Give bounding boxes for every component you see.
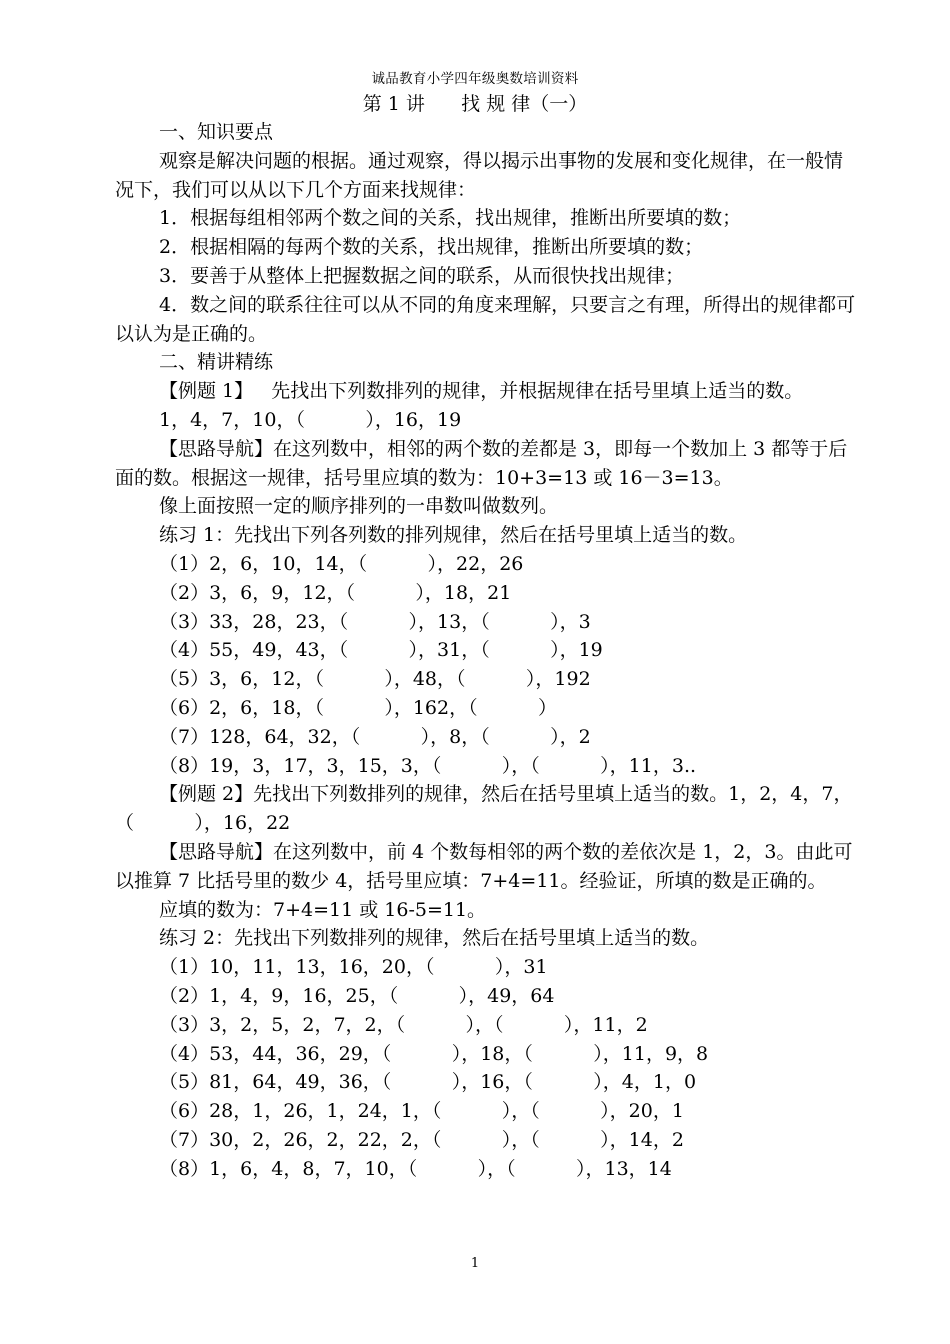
practice-1-item: （7）128，64，32，（ ），8，（ ），2 — [159, 725, 591, 748]
practice-2-item: （5）81，64，49，36，（ ），16，（ ），4，1，0 — [159, 1071, 697, 1094]
practice-2-item: （6）28，1，26，1，24，1，（ ），（ ），20，1 — [159, 1100, 684, 1123]
page-header: 诚品教育小学四年级奥数培训资料 — [371, 71, 579, 87]
lesson-title: 第 1 讲 找 规 律（一） — [362, 93, 588, 115]
point-3: 3．要善于从整体上把握数据之间的联系，从而很快找出规律； — [159, 264, 685, 287]
point-1: 1．根据每组相邻两个数之间的关系，找出规律，推断出所要填的数； — [159, 207, 742, 230]
example-2-question: 【例题 2】先找出下列数排列的规律，然后在括号里填上适当的数。1，2，4，7，（ ），16，22 — [115, 783, 853, 835]
practice-1-item: （5）3，6，12，（ ），48，（ ），192 — [159, 668, 591, 691]
practice-1-item: （8）19，3，17，3，15，3，（ ），（ ），11，3.. — [159, 754, 697, 777]
practice-1-item: （3）33，28，23，（ ），13，（ ），3 — [159, 610, 591, 633]
document-body — [115, 118, 860, 1183]
section-heading-practice: 二、精讲精练 — [159, 351, 274, 374]
practice-2-instruction: 练习 2：先找出下列数排列的规律，然后在括号里填上适当的数。 — [159, 927, 710, 950]
practice-2-item: （7）30，2，26，2，22，2，（ ），（ ），14，2 — [159, 1128, 684, 1151]
example-1-note: 像上面按照一定的顺序排列的一串数叫做数列。 — [159, 495, 559, 518]
practice-2-item: （8）1，6，4，8，7，10，（ ），（ ），13，14 — [159, 1157, 672, 1180]
practice-2-item: （2）1，4，9，16，25，（ ），49，64 — [159, 984, 555, 1007]
example-2-answer: 应填的数为：7+4=11 或 16-5=11。 — [159, 898, 487, 921]
practice-1-instruction: 练习 1：先找出下列各列数的排列规律，然后在括号里填上适当的数。 — [159, 524, 748, 547]
point-4: 4．数之间的联系往往可以从不同的角度来理解，只要言之有理，所得出的规律都可以认为是正确的。 — [115, 293, 856, 345]
example-2-guide: 【思路导航】在这列数中，前 4 个数每相邻的两个数的差依次是 1，2，3。由此可以推算 7 比括号里的数少 4，括号里应填：7+4=11。经验证，所填的数是正确的。 — [115, 840, 853, 892]
point-2: 2．根据相隔的每两个数的关系，找出规律，推断出所要填的数； — [159, 236, 704, 259]
intro-paragraph: 观察是解决问题的根据。通过观察，得以揭示出事物的发展和变化规律，在一般情况下，我们可以从以下几个方面来找规律： — [115, 149, 844, 201]
practice-2-item: （1）10，11，13，16，20，（ ），31 — [159, 956, 548, 979]
example-1-sequence: 1，4，7，10，（ ），16，19 — [159, 408, 462, 431]
practice-1-item: （6）2，6，18，（ ），162，（ ） — [159, 696, 557, 719]
practice-1-item: （2）3，6，9，12，（ ），18，21 — [159, 581, 512, 604]
practice-1-item: （1）2，6，10，14，（ ），22，26 — [159, 552, 524, 575]
practice-2-item: （3）3，2，5，2，7，2，（ ），（ ），11，2 — [159, 1013, 648, 1036]
example-1-question: 【例题 1】 先找出下列数排列的规律，并根据规律在括号里填上适当的数。 — [159, 380, 804, 403]
page-number: 1 — [470, 1256, 480, 1271]
practice-2-item: （4）53，44，36，29，（ ），18，（ ），11，9，8 — [159, 1042, 709, 1065]
example-1-guide: 【思路导航】在这列数中，相邻的两个数的差都是 3，即每一个数加上 3 都等于后面的数。根据这一规律，括号里应填的数为：10+3=13 或 16－3=13。 — [115, 437, 848, 489]
practice-1-item: （4）55，49，43，（ ），31，（ ），19 — [159, 639, 603, 662]
section-heading-knowledge: 一、知识要点 — [159, 121, 274, 143]
